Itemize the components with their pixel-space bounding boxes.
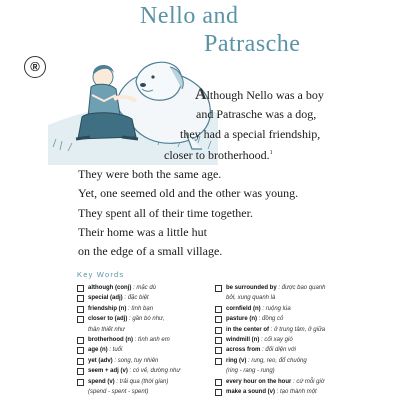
key-word-item — [215, 325, 345, 335]
key-word-definition: bởi, xung quanh là — [226, 295, 276, 302]
key-word-definition: thân thiết như — [88, 326, 125, 333]
checkbox-icon[interactable] — [215, 316, 222, 323]
story-line-1-text: lthough Nello was a boy — [206, 88, 324, 102]
key-word-term: cornfield (n) — [226, 305, 261, 312]
key-word-item — [77, 283, 202, 293]
key-word-item — [77, 304, 202, 314]
key-word-definition: : được bao quanh — [276, 285, 326, 291]
checkbox-icon[interactable] — [77, 368, 84, 375]
key-word-term: in the center of — [226, 326, 270, 333]
story-passage — [0, 86, 400, 262]
key-word-definition: : tạo thành một — [275, 389, 317, 396]
checkbox-icon[interactable] — [77, 316, 84, 323]
key-word-term: special (adj) — [88, 295, 123, 302]
key-word-item — [77, 377, 202, 387]
story-line-4 — [0, 144, 400, 165]
key-word-term: friendship (n) — [88, 305, 127, 312]
key-word-term: ring (v) — [226, 357, 247, 364]
key-word-term: spend (v) — [88, 378, 115, 385]
story-line-6: Yet, one seemed old and the other was young. — [78, 186, 299, 201]
key-word-term: closer to (adj) — [88, 316, 128, 323]
key-word-definition: : cứ mỗi giờ — [291, 378, 325, 385]
key-word-item — [77, 335, 202, 345]
key-word-definition: : song, tuy nhiên — [112, 357, 159, 364]
footnote-marker: 1 — [269, 149, 273, 156]
checkbox-icon[interactable] — [77, 295, 84, 302]
story-title-line-1: Nello and — [140, 3, 239, 29]
key-word-definition: : rung, reo, đổ chuông — [246, 357, 307, 364]
checkbox-icon[interactable] — [77, 306, 84, 313]
key-word-item — [215, 283, 345, 293]
story-line-2: and Patrasche was a dog, — [196, 107, 317, 122]
key-word-item — [215, 356, 345, 366]
key-word-term: be surrounded by — [226, 285, 277, 291]
key-word-item — [215, 314, 345, 324]
key-word-item — [77, 345, 202, 355]
key-word-definition: : cối xay gió — [259, 337, 293, 344]
key-word-definition: : tuổi — [107, 347, 123, 354]
registered-mark-icon: ® — [24, 56, 46, 78]
key-word-term: across from — [226, 347, 261, 354]
key-word-item — [215, 304, 345, 314]
checkbox-icon[interactable] — [215, 337, 222, 344]
key-word-definition: : đặc biệt — [122, 295, 149, 302]
checkbox-icon[interactable] — [77, 285, 84, 292]
key-word-definition: (ring - rang - rung) — [226, 368, 275, 375]
story-title-line-2: Patrasche — [204, 31, 301, 57]
key-word-term: age (n) — [88, 347, 108, 354]
key-word-item — [215, 345, 345, 355]
key-word-item — [77, 366, 202, 376]
checkbox-icon[interactable] — [215, 389, 222, 396]
key-word-item — [77, 356, 202, 366]
story-line-4-text: closer to brotherhood. — [164, 147, 270, 162]
key-word-definition: : có vẻ, dường như — [127, 368, 181, 375]
key-word-definition: : tình anh em — [133, 337, 170, 344]
key-word-item — [215, 293, 345, 303]
key-word-term: make a sound (v) — [226, 389, 276, 396]
checkbox-icon[interactable] — [77, 358, 84, 365]
key-word-definition: : đồng cỏ — [257, 316, 284, 323]
key-word-item — [77, 387, 202, 397]
key-word-term: brotherhood (n) — [88, 337, 133, 344]
checkbox-icon[interactable] — [215, 358, 222, 365]
key-words-left-column — [77, 283, 202, 397]
key-word-item — [215, 377, 345, 387]
checkbox-icon[interactable] — [215, 306, 222, 313]
key-word-definition: : đối diện với — [260, 347, 297, 354]
story-line-3: they had a special friendship, — [180, 126, 321, 141]
checkbox-icon[interactable] — [215, 347, 222, 354]
key-word-definition: : ruộng lúa — [260, 305, 291, 312]
key-word-definition: : mặc dù — [131, 285, 157, 291]
key-word-item — [77, 293, 202, 303]
key-word-item — [215, 387, 345, 397]
key-word-definition: (spend - spent - spent) — [88, 389, 149, 396]
checkbox-icon[interactable] — [215, 327, 222, 334]
key-word-definition: : trải qua (thời gian) — [114, 378, 169, 385]
drop-cap: A — [195, 86, 207, 103]
checkbox-icon[interactable] — [77, 337, 84, 344]
story-line-1 — [0, 86, 400, 105]
key-words-heading: Key Words — [77, 270, 125, 279]
key-word-definition: : gần bó như, — [127, 316, 165, 323]
key-word-term: every hour on the hour — [226, 378, 292, 385]
checkbox-icon[interactable] — [215, 285, 222, 292]
key-word-item — [215, 366, 345, 376]
key-word-item — [77, 314, 202, 324]
checkbox-icon[interactable] — [77, 347, 84, 354]
key-word-term: seem + adj (v) — [88, 368, 128, 375]
key-word-definition: : ở trung tâm, ở giữa — [269, 326, 326, 333]
story-line-7: They spent all of their time together. — [78, 205, 253, 220]
checkbox-icon[interactable] — [215, 379, 222, 386]
checkbox-icon[interactable] — [77, 379, 84, 386]
key-words-right-column — [215, 283, 345, 397]
key-word-item — [77, 325, 202, 335]
story-line-9: on the edge of a small village. — [78, 244, 223, 259]
story-line-5: They were both the same age. — [78, 167, 222, 182]
story-title — [140, 2, 300, 58]
key-word-item — [215, 335, 345, 345]
key-word-term: yet (adv) — [88, 357, 113, 364]
key-word-term: although (conj) — [88, 285, 132, 291]
key-word-term: windmill (n) — [226, 337, 260, 344]
key-word-term: pasture (n) — [226, 316, 258, 323]
key-word-definition: : tình bạn — [126, 305, 154, 312]
story-line-8: Their home was a little hut — [78, 225, 207, 240]
